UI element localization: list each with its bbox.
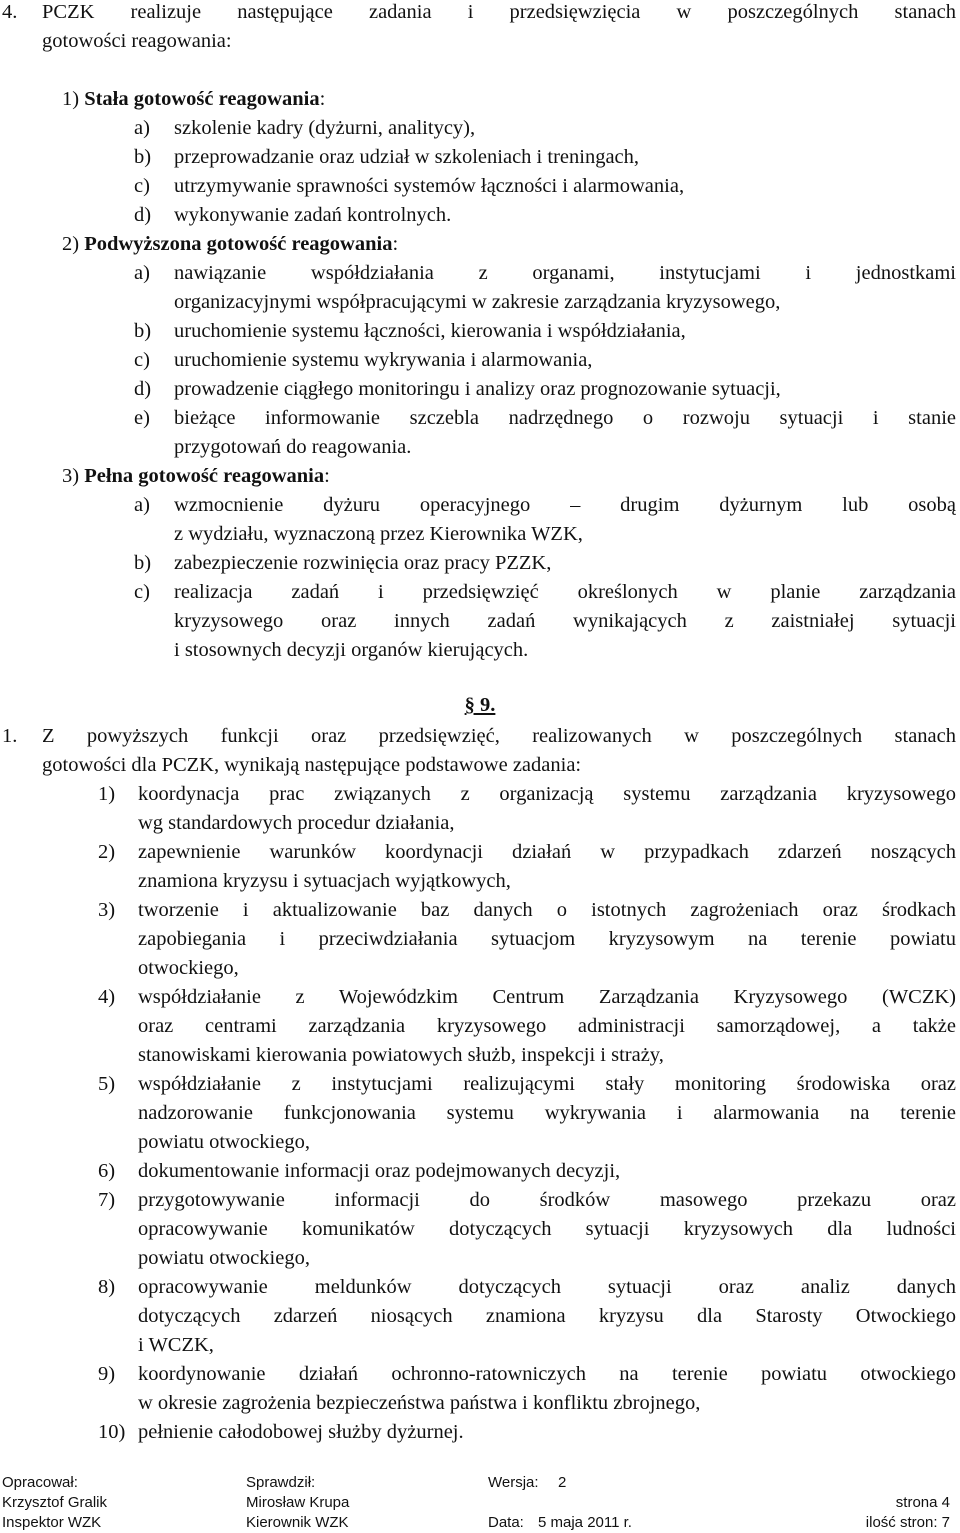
item-label: c)	[134, 581, 150, 603]
list-item-cont: i stosownych decyzji organów kierujących.	[174, 639, 529, 661]
list-item: tworzenie i aktualizowanie baz danych o istotnych zagrożeniach oraz środkach	[138, 899, 956, 921]
version-label: Wersja:	[488, 1474, 539, 1491]
item-label: a)	[134, 117, 150, 139]
checked-role: Kierownik WZK	[246, 1514, 349, 1531]
checked-label: Sprawdził:	[246, 1474, 316, 1491]
version-value: 2	[558, 1474, 567, 1491]
item-label: 2)	[98, 841, 116, 863]
page-number: strona 4	[895, 1494, 950, 1511]
list-item: współdziałanie z Wojewódzkim Centrum Zarządzania Kryzysowego (WCZK)	[138, 986, 956, 1008]
list-item: uruchomienie systemu łączności, kierowania i współdziałania,	[174, 320, 686, 342]
list-item: przeprowadzanie oraz udział w szkoleniach i treningach,	[174, 146, 640, 168]
checked-name: Mirosław Krupa	[246, 1494, 350, 1511]
list-item-cont: otwockiego,	[138, 957, 239, 979]
list-item-cont: oraz centrami zarządzania kryzysowego administracji samorządowej, a także	[138, 1015, 956, 1037]
list-item-cont: zapobiegania i przeciwdziałania sytuacjom kryzysowym na terenie powiatu	[138, 928, 956, 950]
list-item: nawiązanie współdziałania z organami, instytucjami i jednostkami	[174, 262, 956, 284]
item-label: b)	[134, 146, 152, 168]
list-item-cont: przygotowań do reagowania.	[174, 436, 412, 458]
list-item: koordynacja prac związanych z organizacją systemu zarządzania kryzysowego	[138, 783, 956, 805]
list-item-cont: w okresie zagrożenia bezpieczeństwa państwa i konfliktu zbrojnego,	[138, 1392, 701, 1414]
list-item: bieżące informowanie szczebla nadrzędnego o rozwoju sytuacji i stanie	[174, 407, 956, 429]
intro-line-1: PCZK realizuje następujące zadania i przedsięwzięcia w poszczególnych stanach	[42, 1, 956, 23]
list-item: prowadzenie ciągłego monitoringu i analizy oraz prognozowanie sytuacji,	[174, 378, 781, 400]
item-label: 5)	[98, 1073, 116, 1095]
item-label: d)	[134, 378, 152, 400]
list-item: zapewnienie warunków koordynacji działań w przypadkach zdarzeń noszących	[138, 841, 956, 863]
item-label: 1)	[98, 783, 116, 805]
list-item: pełnienie całodobowej służby dyżurnej.	[138, 1421, 464, 1443]
list-item-cont: z wydziału, wyznaczoną przez Kierownika WZK,	[174, 523, 583, 545]
item-label: e)	[134, 407, 150, 429]
list-item-cont: powiatu otwockiego,	[138, 1131, 310, 1153]
item-label: d)	[134, 204, 152, 226]
intro-line-2: gotowości reagowania:	[42, 30, 232, 52]
list-item: współdziałanie z instytucjami realizującymi stały monitoring środowiska oraz	[138, 1073, 956, 1095]
item-label: c)	[134, 349, 150, 371]
list-item: koordynowanie działań ochronno-ratowniczych na terenie powiatu otwockiego	[138, 1363, 956, 1385]
item-label: a)	[134, 262, 150, 284]
item-label: 6)	[98, 1160, 116, 1182]
list-item-cont: i WCZK,	[138, 1334, 214, 1356]
list-item: opracowywanie meldunków dotyczących sytuacji oraz analiz danych	[138, 1276, 956, 1298]
level-1-heading: 1) Stała gotowość reagowania:	[62, 88, 326, 110]
list-item-cont: kryzysowego oraz innych zadań wynikających z zaistniałej sytuacji	[174, 610, 956, 632]
prepared-name: Krzysztof Gralik	[2, 1494, 108, 1511]
item-label: 3)	[98, 899, 116, 921]
page-count: ilość stron: 7	[865, 1514, 950, 1531]
section-intro-line-1: Z powyższych funkcji oraz przedsięwzięć, realizowanych w poszczególnych stanach	[42, 725, 956, 747]
level-2-heading: 2) Podwyższona gotowość reagowania:	[62, 233, 399, 255]
section-title: § 9.	[464, 694, 496, 716]
list-item-cont: znamiona kryzysu i sytuacjach wyjątkowych,	[138, 870, 511, 892]
prepared-label: Opracował:	[2, 1474, 78, 1491]
item-label: b)	[134, 552, 152, 574]
list-item-cont: powiatu otwockiego,	[138, 1247, 310, 1269]
list-item-cont: dotyczących zdarzeń niosących znamiona kryzysu dla Starosty Otwockiego	[138, 1305, 956, 1327]
point-number: 1.	[2, 725, 18, 747]
list-item: zabezpieczenie rozwinięcia oraz pracy PZZK,	[174, 552, 552, 574]
item-label: a)	[134, 494, 150, 516]
point-number: 4.	[2, 1, 18, 23]
list-item: szkolenie kadry (dyżurni, analitycy),	[174, 117, 476, 139]
date-label: Data:	[488, 1514, 524, 1531]
list-item: utrzymywanie sprawności systemów łączności i alarmowania,	[174, 175, 685, 197]
list-item-cont: wg standardowych procedur działania,	[138, 812, 455, 834]
item-label: 10)	[98, 1421, 126, 1443]
item-label: 4)	[98, 986, 116, 1008]
list-item: uruchomienie systemu wykrywania i alarmowania,	[174, 349, 593, 371]
list-item: wykonywanie zadań kontrolnych.	[174, 204, 452, 226]
item-label: b)	[134, 320, 152, 342]
section-intro-line-2: gotowości dla PCZK, wynikają następujące podstawowe zadania:	[42, 754, 582, 776]
list-item-cont: nadzorowanie funkcjonowania systemu wykrywania i alarmowania na terenie	[138, 1102, 956, 1124]
item-label: c)	[134, 175, 150, 197]
item-label: 9)	[98, 1363, 116, 1385]
item-label: 8)	[98, 1276, 116, 1298]
list-item-cont: opracowywanie komunikatów dotyczących sytuacji kryzysowych dla ludności	[138, 1218, 956, 1240]
date-value: 5 maja 2011 r.	[538, 1514, 632, 1531]
item-label: 7)	[98, 1189, 116, 1211]
list-item: wzmocnienie dyżuru operacyjnego – drugim dyżurnym lub osobą	[174, 494, 956, 516]
level-3-heading: 3) Pełna gotowość reagowania:	[62, 465, 330, 487]
prepared-role: Inspektor WZK	[2, 1514, 102, 1531]
list-item: dokumentowanie informacji oraz podejmowanych decyzji,	[138, 1160, 621, 1182]
list-item: przygotowywanie informacji do środków masowego przekazu oraz	[138, 1189, 956, 1211]
list-item-cont: stanowiskami kierowania powiatowych służb, inspekcji i straży,	[138, 1044, 664, 1066]
list-item-cont: organizacyjnymi współpracującymi w zakresie zarządzania kryzysowego,	[174, 291, 781, 313]
list-item: realizacja zadań i przedsięwzięć określonych w planie zarządzania	[174, 581, 956, 603]
